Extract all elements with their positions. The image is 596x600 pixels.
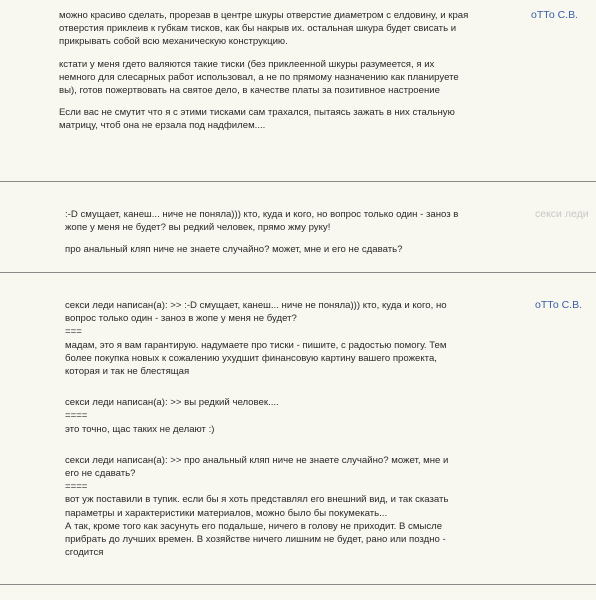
post-author-link[interactable]: секси леди — [535, 208, 589, 220]
quote-reply-text: секси леди написан(а): >> :-D смущает, канеш... ниче не поняла))) кто, куда и кого, но вопрос только один - заноз в жопе у меня не будет? === мадам, это я вам гарантирую. надумаете про тиски - пишите, с радостью помогу. Тем более покупка новых к сожалению ухудшит финансовую картину вашего прожекта, которая и так не блестящая — [65, 300, 447, 378]
post-body — [65, 299, 525, 568]
post-author-link[interactable]: оТТо С.В. — [531, 9, 579, 21]
quote-reply-text: секси леди написан(а): >> про анальный кляп ниче не знаете случайно? может, мне и его не сдавать? ==== вот уж поставили в тупик. если бы я хоть представлял его внешний вид, и так сказать параметры и характеристики материалов, можно было бы покумекать... А так, кроме того как засунуть его подальше, ничего в голову не приходит. В смысле прибрать до лучших времен. В хозяйстве ничего лишним не будет, рано или поздно - сгодится — [65, 454, 449, 559]
post-body — [65, 208, 525, 266]
forum-post-1 — [0, 0, 596, 178]
post-paragraph: Если вас не смутит что я с этими тисками сам трахался, пытаясь зажать в них стальную матрицу, чтоб она не ерзала под надфилем.... — [59, 107, 455, 132]
quote-reply-block — [65, 396, 525, 436]
post-body — [59, 9, 529, 142]
quote-reply-text: секси леди написан(а): >> вы редкий человек.... ==== это точно, щас таких не делают :) — [65, 397, 279, 435]
post-paragraph: можно красиво сделать, прорезав в центре шкуры отверстие диаметром с елдовину, и края отверстия приклеив к губкам тисков, как бы накрыв их. остальная шкура будет свисать и прикрывать собой всю механическую конструкцию. — [59, 10, 469, 48]
post-author-link[interactable]: оТТо С.В. — [535, 299, 583, 311]
quote-reply-block — [65, 299, 525, 378]
post-paragraph: :-D смущает, канеш... ниче не поняла))) кто, куда и кого, но вопрос только один - заноз в жопе у меня не будет? вы редкий человек, прямо жму руку! — [65, 209, 459, 234]
forum-post-2 — [0, 182, 596, 272]
post-paragraph: кстати у меня гдето валяются такие тиски (без приклеенной шкуры разумеется, я их немного для слесарных работ использовал, а не по прямому назначению как планируете вы), готов пожертвовать на святое дело, в качестве платы за позитивное настроение — [59, 58, 459, 97]
post-paragraph: про анальный кляп ниче не знаете случайно? может, мне и его не сдавать? — [65, 244, 403, 256]
post-divider — [0, 584, 596, 585]
quote-reply-block — [65, 454, 525, 560]
forum-post-3 — [0, 273, 596, 583]
